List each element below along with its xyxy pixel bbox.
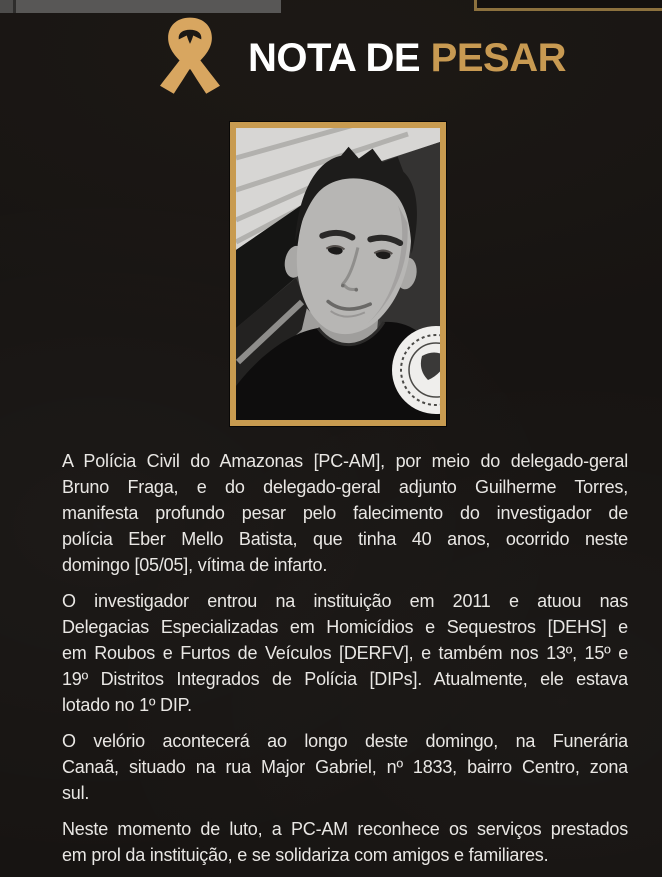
text-line: Canaã, situado na rua Major Gabriel, nº 1833, bairro Centro, zona [62, 757, 628, 777]
text-line: Delegacias Especializadas em Homicídios e Sequestros [DEHS] e [62, 617, 628, 637]
title-spacer [420, 36, 431, 80]
awareness-ribbon-icon [146, 16, 234, 110]
text-line: polícia Eber Mello Batista, que tinha 40 anos, ocorrido neste [62, 529, 628, 549]
text-line: Neste momento de luto, a PC-AM reconhece os serviços prestados [62, 819, 628, 839]
text-line: A Polícia Civil do Amazonas [PC-AM], por meio do delegado-geral [62, 451, 628, 471]
top-gray-bar-segment [0, 0, 16, 13]
text-line: Bruno Fraga, e do delegado-geral adjunto Guilherme Torres, [62, 477, 628, 497]
text-line: domingo [05/05], vítima de infarto. [62, 555, 328, 575]
paragraph-1 [62, 448, 628, 578]
paragraph-4 [62, 816, 628, 868]
paragraph-3 [62, 728, 628, 806]
page-title [248, 38, 566, 78]
text-line: O velório acontecerá ao longo deste domingo, na Funerária [62, 731, 628, 751]
memorial-photo [230, 122, 446, 426]
obituary-text [62, 448, 628, 877]
text-line: em prol da instituição, e se solidariza com amigos e familiares. [62, 845, 549, 865]
portrait-illustration [236, 128, 440, 420]
page-title-gold: PESAR [430, 36, 566, 80]
text-line: sul. [62, 783, 90, 803]
page-title-white: NOTA DE [248, 36, 421, 80]
text-line: manifesta profundo pesar pelo falecimento do investigador de [62, 503, 628, 523]
text-line: lotado no 1º DIP. [62, 695, 192, 715]
top-gray-bar [0, 0, 281, 13]
paragraph-2 [62, 588, 628, 718]
text-line: 19º Distritos Integrados de Polícia [DIPs]. Atualmente, ele estava [62, 669, 628, 689]
text-line: O investigador entrou na instituição em 2011 e atuou nas [62, 591, 628, 611]
gold-frame-fragment [474, 0, 662, 11]
text-line: em Roubos e Furtos de Veículos [DERFV], e também nos 13º, 15º e [62, 643, 628, 663]
